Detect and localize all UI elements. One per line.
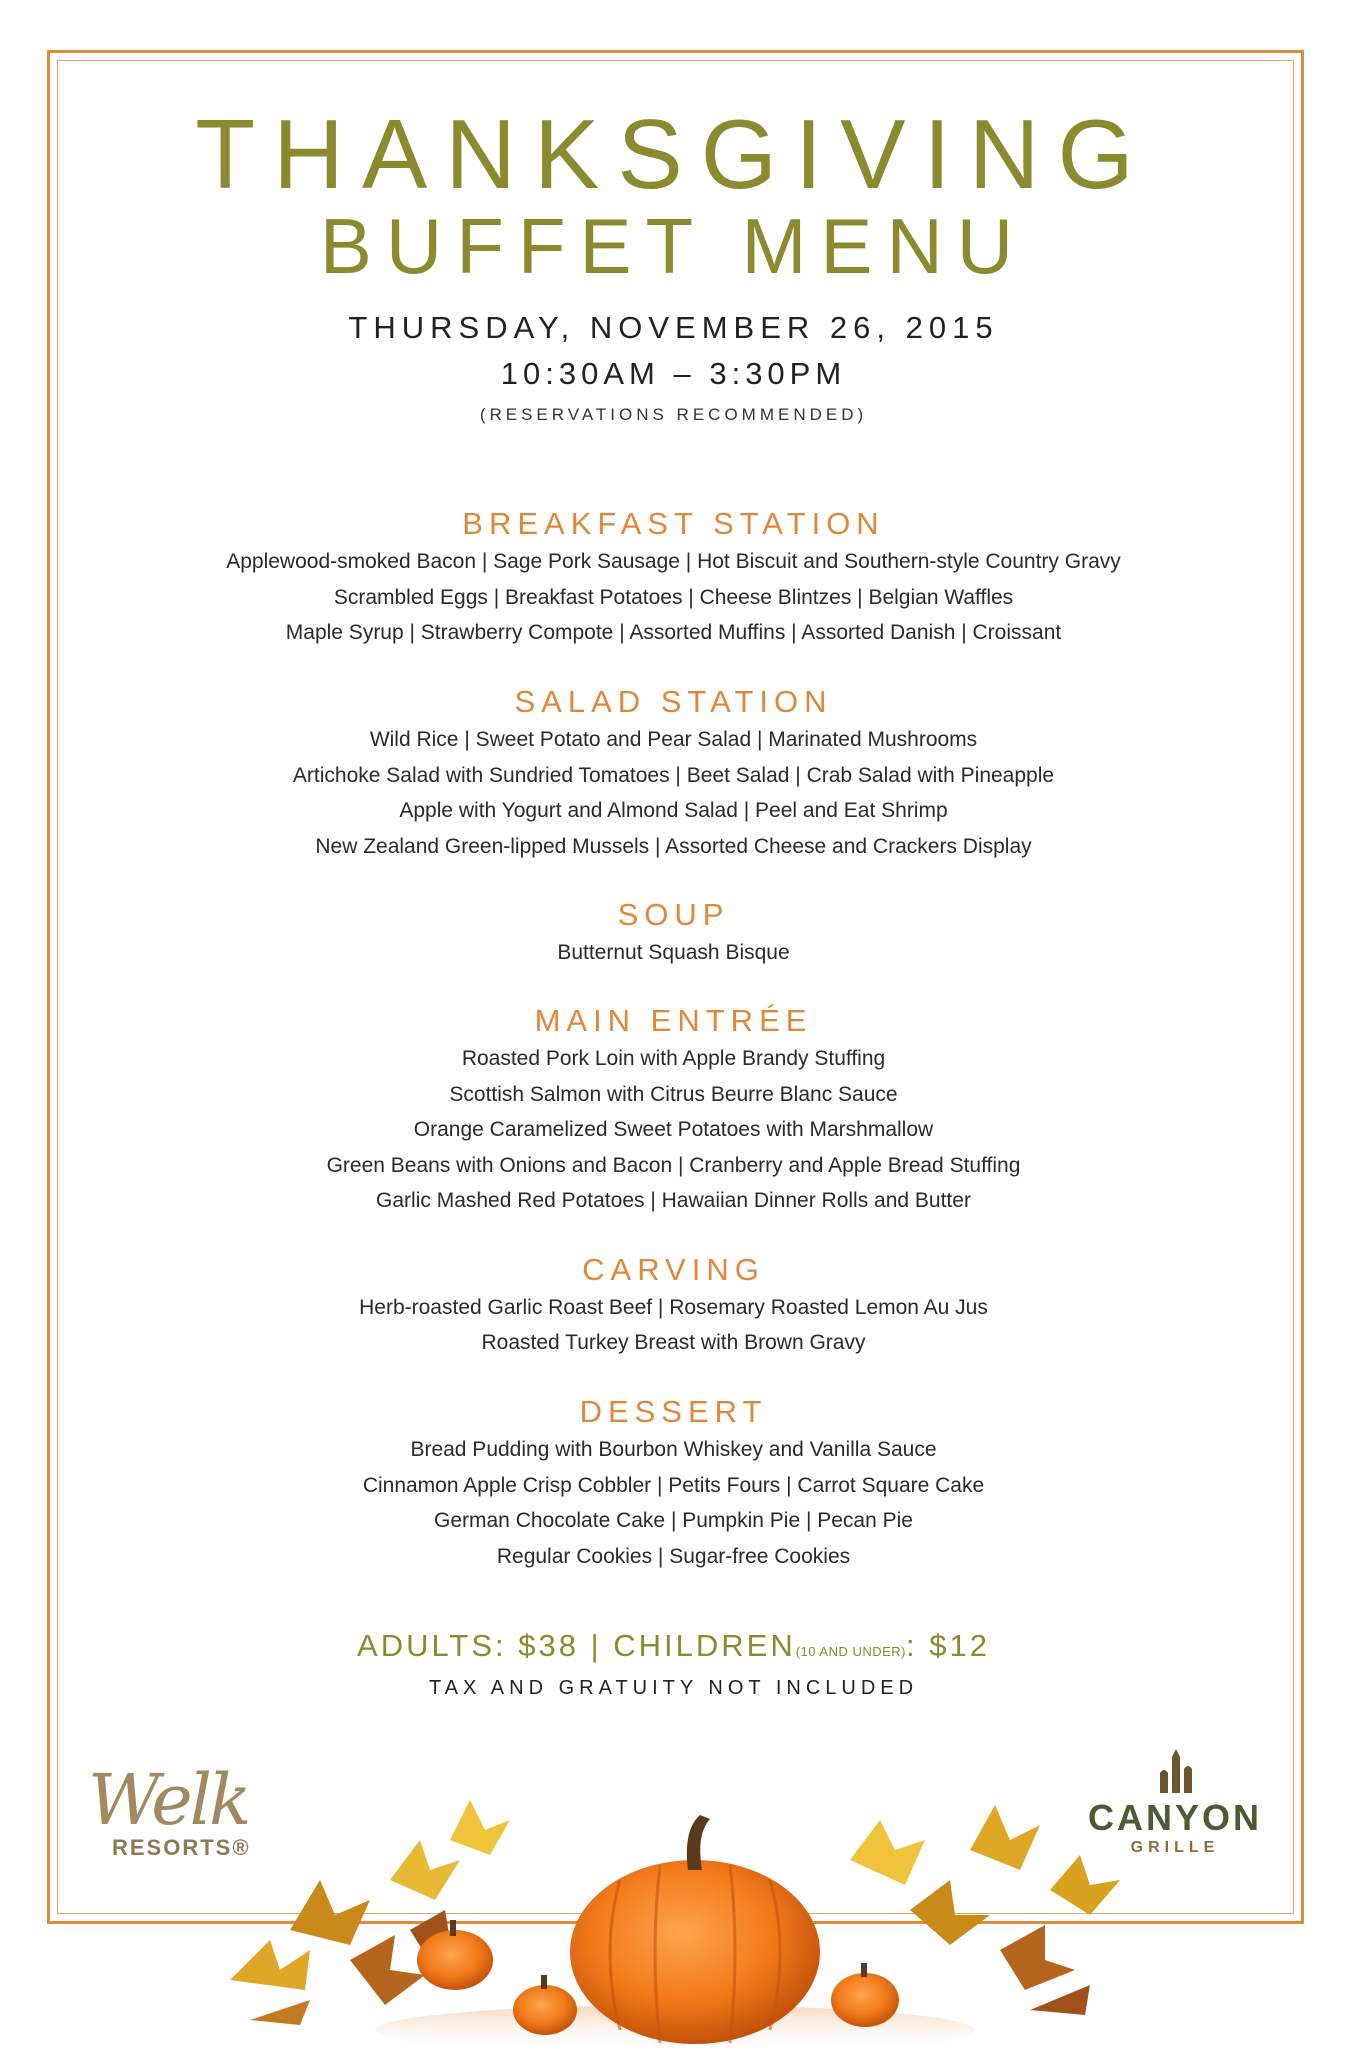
reservation-note: (RESERVATIONS RECOMMENDED) bbox=[479, 405, 868, 424]
tiny-pumpkin-icon bbox=[513, 1975, 577, 2035]
canyon-grille-logo bbox=[1075, 1745, 1275, 1865]
menu-line: Maple Syrup | Strawberry Compote | Assorted Muffins | Assorted Danish | Croissant bbox=[285, 621, 1062, 644]
section-heading-salad: SALAD STATION bbox=[514, 684, 833, 719]
menu-line: Scottish Salmon with Citrus Beurre Blanc Sauce bbox=[449, 1083, 898, 1106]
menu-line: Cinnamon Apple Crisp Cobbler | Petits Fours | Carrot Square Cake bbox=[362, 1474, 985, 1497]
menu-line: Orange Caramelized Sweet Potatoes with Marshmallow bbox=[413, 1118, 934, 1141]
menu-line: Scrambled Eggs | Breakfast Potatoes | Cheese Blintzes | Belgian Waffles bbox=[333, 586, 1014, 609]
wine-bottle-icon bbox=[1150, 1745, 1200, 1795]
tax-note: TAX AND GRATUITY NOT INCLUDED bbox=[428, 1677, 919, 1699]
section-heading-soup: SOUP bbox=[617, 897, 730, 932]
menu-line: Applewood-smoked Bacon | Sage Pork Sausage | Hot Biscuit and Southern-style Country Gravy bbox=[226, 550, 1121, 573]
menu-line: Apple with Yogurt and Almond Salad | Peel and Eat Shrimp bbox=[399, 799, 948, 822]
welk-logo-subtitle: RESORTS® bbox=[112, 1835, 251, 1860]
menu-line: Butternut Squash Bisque bbox=[557, 941, 790, 964]
menu-title-line2: BUFFET MENU bbox=[319, 202, 1028, 290]
menu-line: Bread Pudding with Bourbon Whiskey and Vanilla Sauce bbox=[410, 1438, 937, 1461]
menu-line: Garlic Mashed Red Potatoes | Hawaiian Dinner Rolls and Butter bbox=[376, 1189, 971, 1212]
menu-line: Roasted Turkey Breast with Brown Gravy bbox=[481, 1331, 866, 1354]
children-price: : $12 bbox=[906, 1628, 990, 1663]
welk-resorts-logo bbox=[88, 1759, 288, 1865]
event-time: 10:30AM – 3:30PM bbox=[500, 356, 847, 391]
menu-line: Regular Cookies | Sugar-free Cookies bbox=[496, 1545, 851, 1568]
welk-logo-script: Welk bbox=[88, 1759, 249, 1841]
section-heading-carving: CARVING bbox=[582, 1252, 765, 1287]
section-heading-dessert: DESSERT bbox=[579, 1394, 768, 1429]
adults-children-price: ADULTS: $38 | CHILDREN bbox=[357, 1628, 796, 1663]
canyon-logo-name: CANYON bbox=[1087, 1797, 1262, 1838]
large-pumpkin-icon bbox=[570, 1815, 820, 2044]
menu-line: Herb-roasted Garlic Roast Beef | Rosemary Roasted Lemon Au Jus bbox=[359, 1296, 988, 1319]
menu-line: Green Beans with Onions and Bacon | Cranberry and Apple Bread Stuffing bbox=[326, 1154, 1021, 1177]
menu-line: German Chocolate Cake | Pumpkin Pie | Pecan Pie bbox=[434, 1509, 913, 1532]
menu-line: Wild Rice | Sweet Potato and Pear Salad | Marinated Mushrooms bbox=[369, 728, 978, 751]
event-date: THURSDAY, NOVEMBER 26, 2015 bbox=[348, 310, 999, 345]
small-pumpkin-right-icon bbox=[831, 1963, 899, 2027]
menu-line: New Zealand Green-lipped Mussels | Assorted Cheese and Crackers Display bbox=[315, 835, 1032, 858]
section-heading-main-entree: MAIN ENTRÉE bbox=[534, 1003, 813, 1038]
pricing-line bbox=[60, 1630, 1287, 1661]
canyon-logo-subtitle: GRILLE bbox=[1130, 1839, 1220, 1856]
menu-line: Artichoke Salad with Sundried Tomatoes | Beet Salad | Crab Salad with Pineapple bbox=[292, 764, 1055, 787]
menu-line: Roasted Pork Loin with Apple Brandy Stuffing bbox=[461, 1047, 886, 1070]
pumpkin-leaves-illustration bbox=[150, 1730, 1200, 2048]
menu-title-line1: THANKSGIVING bbox=[195, 99, 1152, 209]
children-age-note: (10 AND UNDER) bbox=[795, 1644, 907, 1659]
section-heading-breakfast: BREAKFAST STATION bbox=[462, 506, 885, 541]
